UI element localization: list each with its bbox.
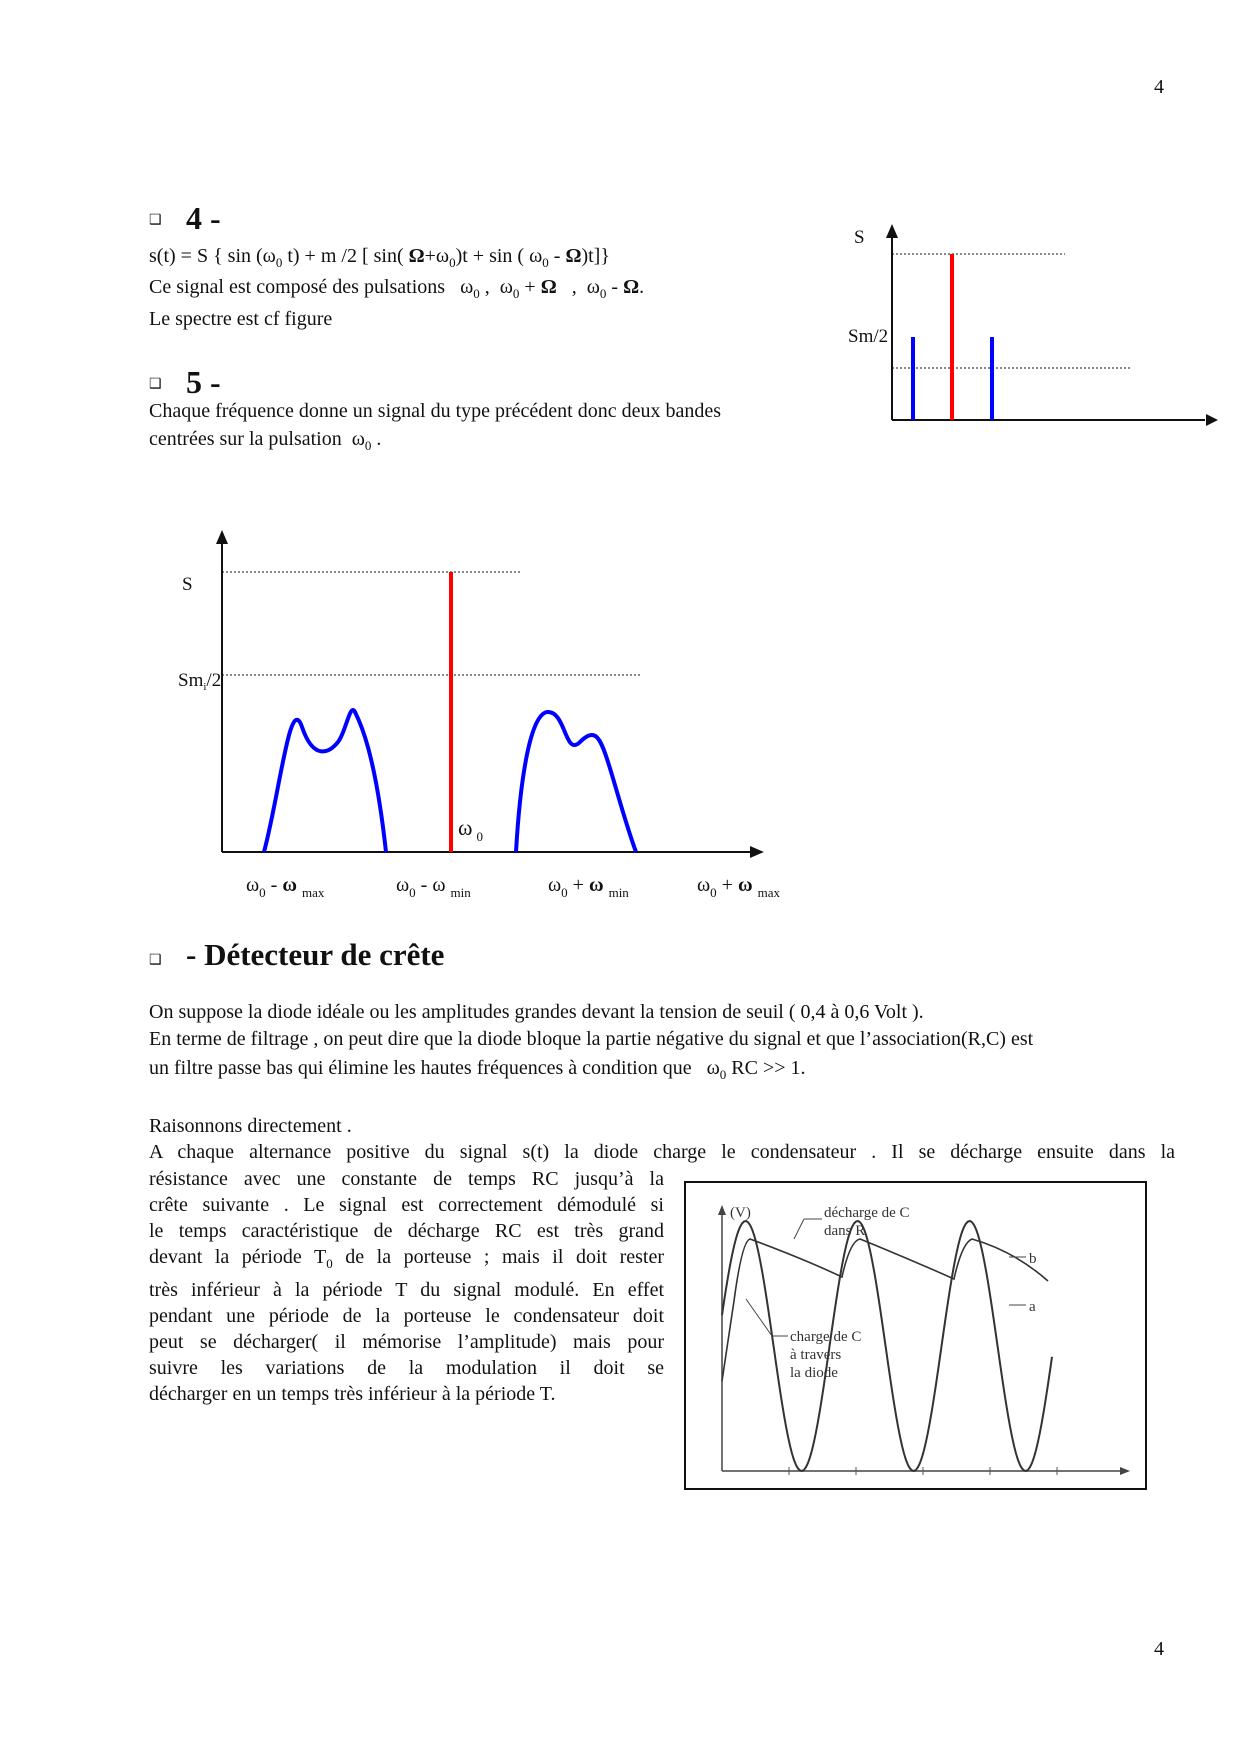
lower-sideband — [264, 710, 386, 852]
y-axis-arrow-icon — [886, 224, 898, 238]
column-line: peut se décharger( il mémorise l’amplitude) mais pour — [149, 1331, 664, 1353]
column-line: pendant une période de la porteuse le condensateur doit — [149, 1305, 664, 1327]
page-number-bottom: 4 — [1154, 1638, 1164, 1660]
y-label-smi2: $Sm_i/2$ — [178, 670, 222, 693]
figure-frame — [685, 1182, 1146, 1489]
y-label-s: S — [854, 227, 865, 248]
chart-axes — [892, 234, 1205, 420]
oscillogram-figure — [684, 1181, 1148, 1491]
pulsations-line: Ce signal est composé des pulsations $\omega_0$ , $\omega_0 + \Omega$ , $\omega_0$ - Ω. — [149, 276, 645, 301]
column-line: résistance avec une constante de temps RC jusqu’à la — [149, 1168, 664, 1190]
label-b: b — [1029, 1251, 1037, 1267]
label-discharge: dans R — [824, 1223, 866, 1239]
heading-detector: - Détecteur de crête — [186, 937, 445, 972]
x-tick-label: $\omega_0 + \omega$ $_{min}$ — [548, 874, 629, 900]
column-line: très inférieur à la période T du signal modulé. En effet — [149, 1279, 664, 1301]
heading-section-4: 4 - — [186, 200, 221, 236]
label-charge: la diode — [790, 1365, 838, 1381]
x-tick-label: $\omega_0$ - ω $_{max}$ — [246, 874, 325, 900]
column-line: suivre les variations de la modulation il doit se — [149, 1357, 664, 1379]
bullet-icon: ❑ — [149, 213, 162, 228]
carrier-label: ω $_0$ — [458, 815, 483, 844]
bullet-icon: ❑ — [149, 953, 162, 968]
x-tick-label: $\omega_0$ - ω $_{min}$ — [396, 874, 471, 900]
x-axis-arrow-icon — [1206, 414, 1218, 426]
paragraph-line: On suppose la diode idéale ou les amplitudes grandes devant la tension de seuil ( 0,4 à 0,6 Volt ). — [149, 1001, 924, 1023]
y-label-sm2: Sm/2 — [848, 326, 889, 347]
paragraph-line: En terme de filtrage , on peut dire que la diode bloque la partie négative du signal et que l’association(R,C) est — [149, 1028, 1034, 1050]
osc-axis-label: (V) — [730, 1205, 751, 1221]
paragraph-line: A chaque alternance positive du signal s(t) la diode charge le condensateur . Il se décharge ensuite dans la — [149, 1141, 1175, 1163]
paragraph-line: un filtre passe bas qui élimine les hautes fréquences à condition que $\omega_0$ RC >> 1. — [149, 1057, 806, 1082]
upper-sideband — [516, 712, 636, 852]
section5-line1: Chaque fréquence donne un signal du type précédent donc deux bandes — [149, 400, 722, 422]
spectrum-chart-bands — [170, 522, 790, 862]
spectrum-line: Le spectre est cf figure — [149, 308, 333, 330]
x-tick-label: $\omega_0 + \omega$ $_{max}$ — [697, 874, 780, 900]
y-axis-arrow-icon — [216, 530, 228, 544]
section5-line2: centrées sur la pulsation $\omega_0$ . — [149, 428, 382, 453]
label-discharge: décharge de C — [824, 1205, 910, 1221]
text-column — [149, 1166, 664, 1407]
spectrum-chart-sine — [840, 220, 1220, 430]
column-line: devant la période $T_0$ de la porteuse ; mais il doit rester — [149, 1246, 665, 1271]
page-number-top: 4 — [1154, 76, 1164, 98]
heading-section-5: 5 - — [186, 364, 221, 400]
paragraph-line: Raisonnons directement . — [149, 1115, 352, 1137]
column-line: décharger en un temps très inférieur à la période T. — [149, 1383, 556, 1405]
label-charge: charge de C — [790, 1329, 862, 1345]
label-a: a — [1029, 1299, 1036, 1315]
x-axis-arrow-icon — [750, 846, 764, 858]
y-label-s: S — [182, 574, 193, 595]
label-charge: à travers — [790, 1347, 842, 1363]
bullet-icon: ❑ — [149, 377, 162, 392]
chart-axes — [222, 542, 750, 852]
column-line: crête suivante . Le signal est correctement démodulé si — [149, 1194, 664, 1216]
column-line: le temps caractéristique de décharge RC est très grand — [149, 1220, 664, 1242]
formula-line: s(t) = S { $\sin (\omega_0$ t) + m /2 [ sin( $\Omega+\omega_0)t + \sin$ ( $\omega_0 - \Omega)t$]} — [149, 245, 610, 270]
